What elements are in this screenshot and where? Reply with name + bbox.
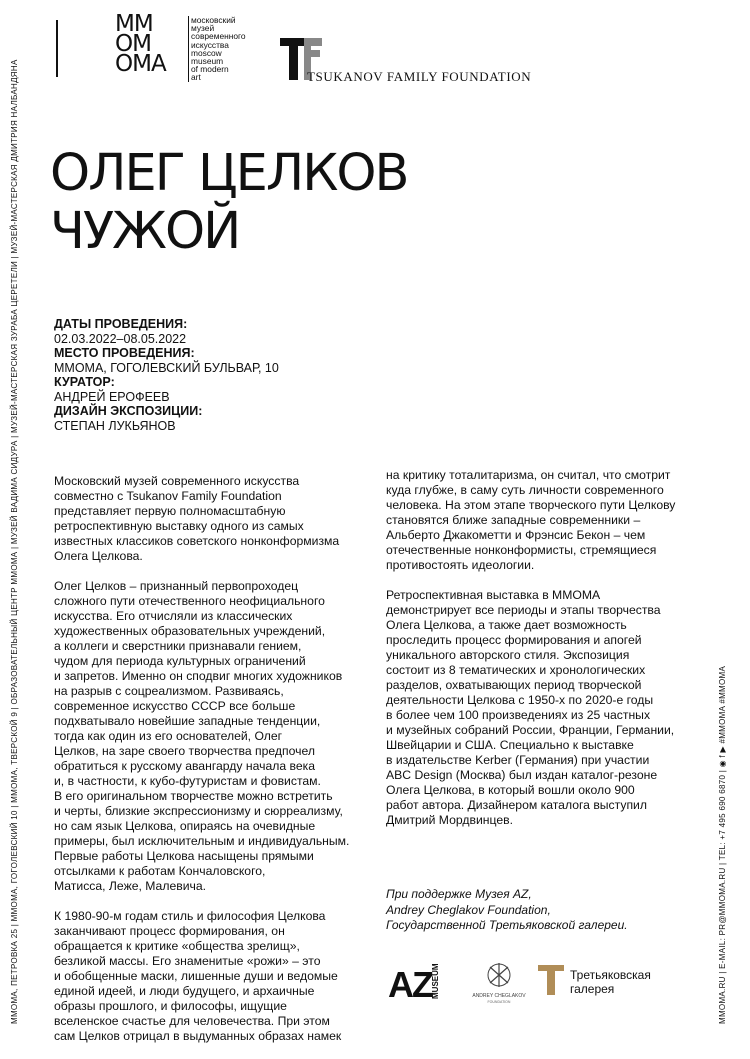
text-line: состоит из 8 тематических и хронологических <box>386 663 646 677</box>
text-line: К 1980-90-м годам стиль и философия Целкова <box>54 909 326 923</box>
title-line: ОЛЕГ ЦЕЛКОВ <box>50 144 408 203</box>
mmoma-caption-line: of modern <box>191 64 229 75</box>
text-line: Матисса, Леже, Малевича. <box>54 879 207 893</box>
mmoma-caption-line: искусства <box>191 39 229 50</box>
text-line: Целков, на заре своего творчества предпочел <box>54 744 315 758</box>
paragraph <box>386 588 696 828</box>
text-line: деятельности Целкова с 1950-х по 2020-е годы <box>386 693 654 707</box>
text-line: примеры, был исключительным и индивидуальным. <box>54 834 350 848</box>
text-line: и черты, близкие экспрессионизму и сюрреализму, <box>54 804 343 818</box>
text-line: и, в частности, к кубо-футуристам и фовистам. <box>54 774 321 788</box>
sidebar-venues-text: ММОМА, ПЕТРОВКА 25 | ММОМА, ГОГОЛЕВСКИЙ 10 | ММОМА, ТВЕРСКОЙ 9 | ОБРАЗОВАТЕЛЬНЫЙ ЦЕНТР ММОМА | МУЗЕЙ ВАДИМА СИДУРА | МУЗЕЙ-МАСТЕРСКАЯ ЗУРАБА ЦЕРЕТЕЛИ | МУЗЕЙ-МАСТЕРСКАЯ ДМИТРИЯ НАЛБАНДЯНА <box>10 59 19 1024</box>
text-line: обратиться к русскому авангарду начала века <box>54 759 316 773</box>
text-line: проследить процесс формирования и апогей <box>386 633 642 647</box>
text-line: в более чем 100 произведениях из 25 частных <box>386 708 651 722</box>
support-line: Andrey Cheglakov Foundation, <box>386 902 551 917</box>
partner-logos <box>386 955 686 1007</box>
text-line: обращается к критике «общества зрелищ», <box>54 939 300 953</box>
mmoma-caption-line: art <box>191 72 201 83</box>
mmoma-logo-caption <box>188 16 246 82</box>
text-line: противостоять идеологии. <box>386 558 535 572</box>
dates-value: 02.03.2022–08.05.2022 <box>54 331 187 346</box>
paragraph <box>386 468 696 573</box>
mmoma-logo <box>115 11 246 83</box>
text-line: на критику тоталитаризма, он считал, что смотрит <box>386 468 671 482</box>
text-line: но сам язык Целкова, опираясь на очевидные <box>54 819 316 833</box>
text-line: Дмитрий Мордвинцев. <box>386 813 513 827</box>
partners-svg <box>386 955 686 1007</box>
sidebar-contacts-text: MMOMA.RU | E-MAIL: PR@MMOMA.RU | TEL: +7 495 690 6870 | ◉ f ▶ #MMOMA #ММОМА <box>718 665 727 1024</box>
paragraph <box>54 579 370 894</box>
mmoma-logo-line: ММ <box>115 11 153 37</box>
text-line: художественных образовательных учреждений, <box>54 624 326 638</box>
paragraph <box>54 909 370 1044</box>
support-credits <box>386 887 628 934</box>
text-line: Ретроспективная выставка в ММОМА <box>386 588 601 602</box>
text-line: и обобщенные маски, лишенные души и ведомые <box>54 969 338 983</box>
text-column-right <box>386 468 696 843</box>
text-line: Альберто Джакометти и Фрэнсис Бекон – чем <box>386 528 646 542</box>
text-line: уникального авторского стиля. Экспозиция <box>386 648 630 662</box>
text-line: Олега Целкова, в который вошли около 900 <box>386 783 635 797</box>
mmoma-caption-line: музей <box>191 23 215 34</box>
text-line: куда глубже, в саму суть личности современного <box>386 483 664 497</box>
text-line: вселенское счастье для человечества. При этом <box>54 1014 330 1028</box>
cheglakov-name: ANDREY CHEGLAKOV <box>472 993 526 999</box>
text-line: заканчивают процесс формирования, он <box>54 924 285 938</box>
az-museum-logo <box>388 963 440 1005</box>
exhibition-info <box>54 317 279 433</box>
right-sidebar <box>718 14 732 1024</box>
text-line: ретроспективную выставку одного из самых <box>54 519 304 533</box>
mmoma-caption-line: moscow <box>191 47 222 58</box>
text-line: представляет первую полномасштабную <box>54 504 286 518</box>
support-line: Государственной Третьяковской галереи. <box>386 918 628 932</box>
tretyakov-line1: Третьяковская <box>570 968 651 982</box>
mmoma-caption-line: museum <box>191 56 224 67</box>
text-line: отсылками к работам Кончаловского, <box>54 864 266 878</box>
place-value: ММОМА, ГОГОЛЕВСКИЙ БУЛЬВАР, 10 <box>54 360 279 375</box>
text-line: отечественные нонконформисты, стремящиеся <box>386 543 657 557</box>
page-title <box>50 145 408 261</box>
mmoma-logo-letters <box>115 11 166 77</box>
text-line: искусства. Его отчисляли из классических <box>54 609 293 623</box>
az-letters: AZ <box>388 964 432 1005</box>
cheglakov-logo <box>472 963 526 1004</box>
text-line: Швейцарии и США. Специально к выставке <box>386 738 634 752</box>
mmoma-logo-line: ОМ <box>115 31 151 57</box>
curator-label: КУРАТОР: <box>54 375 115 389</box>
design-value: СТЕПАН ЛУКЬЯНОВ <box>54 418 176 433</box>
text-line: известных классиков советского нонконформизма <box>54 534 340 548</box>
text-line: человека. На этом этапе творческого пути Целкову <box>386 498 676 512</box>
text-line: демонстрирует все периоды и этапы творчества <box>386 603 661 617</box>
curator-value: АНДРЕЙ ЕРОФЕЕВ <box>54 389 170 404</box>
text-line: современное искусство СССР все больше <box>54 699 296 713</box>
tff-logo-name: TSUKANOV FAMILY FOUNDATION <box>307 69 532 84</box>
text-line: чудом для периода культурных ограничений <box>54 654 306 668</box>
text-line: подхватывало новейшие западные тенденции, <box>54 714 321 728</box>
text-line: В его оригинальном творчестве можно встретить <box>54 789 333 803</box>
text-line: образы прошлого, и философы, ищущие <box>54 999 287 1013</box>
dates-label: ДАТЫ ПРОВЕДЕНИЯ: <box>54 317 188 331</box>
mmoma-caption-line: московский <box>191 15 236 25</box>
text-line: сам Целков отрицал в выдуманных образах намек <box>54 1029 342 1043</box>
support-line: При поддержке Музея AZ, <box>386 887 532 901</box>
left-sidebar <box>10 14 24 1024</box>
text-line: единой идеей, и люди будущего, и архаичные <box>54 984 315 998</box>
text-line: Московский музей современного искусства <box>54 474 300 488</box>
tretyakov-line2: галерея <box>570 982 615 996</box>
mmoma-logo-line: ОМА <box>115 51 166 77</box>
design-label: ДИЗАЙН ЭКСПОЗИЦИИ: <box>54 404 203 418</box>
paragraph <box>54 474 370 564</box>
text-line: становятся ближе западные современники – <box>386 513 641 527</box>
header-divider <box>56 20 58 77</box>
text-line: ABC Design (Москва) был издан каталог-резоне <box>386 768 658 782</box>
text-line: сложного пути отечественного неофициального <box>54 594 325 608</box>
text-line: тогда как один из его основателей, Олег <box>54 729 283 743</box>
text-line: а коллеги и сверстники признавали гением, <box>54 639 302 653</box>
text-line: Олег Целков – признанный первопроходец <box>54 579 299 593</box>
text-line: Олега Целкова, а также дает возможность <box>386 618 627 632</box>
text-line: совместно с Tsukanov Family Foundation <box>54 489 282 503</box>
az-museum-word: MUSEUM <box>431 963 440 999</box>
text-line: на разрыв с соцреализмом. Развиваясь, <box>54 684 284 698</box>
title-line: ЧУЖОЙ <box>50 202 240 261</box>
text-line: безликой массы. Его знаменитые «рожи» – это <box>54 954 321 968</box>
text-line: Олега Целкова. <box>54 549 143 563</box>
tretyakov-logo <box>538 965 651 996</box>
text-line: и запретов. Именно он сподвиг многих художников <box>54 669 343 683</box>
text-line: в издательстве Kerber (Германия) при участии <box>386 753 650 767</box>
place-label: МЕСТО ПРОВЕДЕНИЯ: <box>54 346 195 360</box>
text-line: разделов, охватывающих период творческой <box>386 678 642 692</box>
text-line: и музейных собраний России, Франции, Германии, <box>386 723 675 737</box>
cheglakov-sub: FOUNDATION <box>487 1000 511 1004</box>
mmoma-caption-line: современного <box>191 31 246 42</box>
text-line: работ автора. Дизайнером каталога выступил <box>386 798 647 812</box>
text-column-left <box>54 474 370 1059</box>
text-line: Первые работы Целкова насыщены прямыми <box>54 849 314 863</box>
